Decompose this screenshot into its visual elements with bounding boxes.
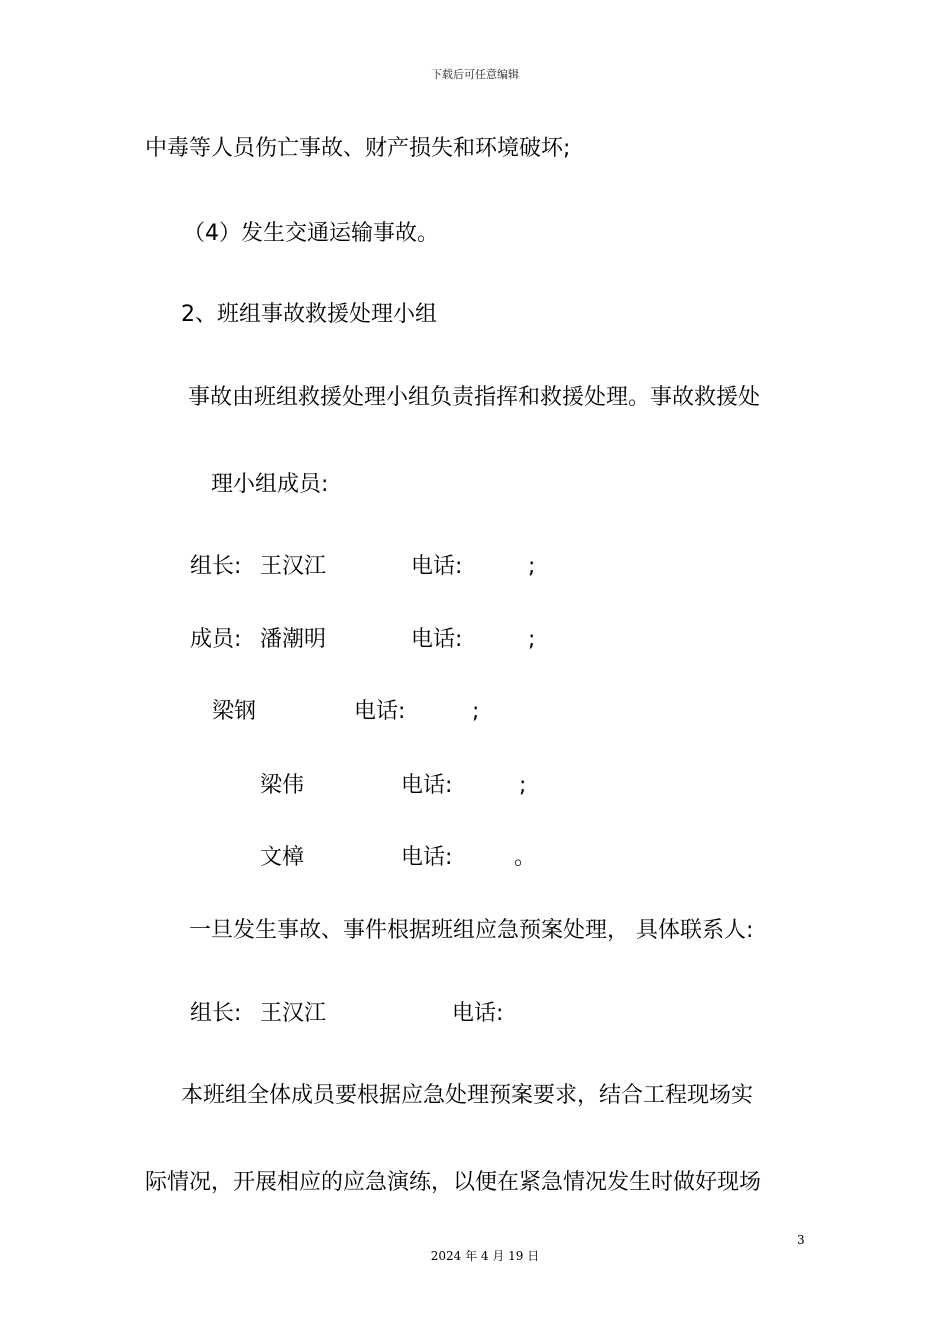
member-role: 组长: bbox=[190, 554, 242, 579]
member-name: 梁钢 bbox=[212, 699, 257, 724]
phone-label: 电话: bbox=[354, 699, 406, 724]
member-name: 梁伟 bbox=[260, 773, 305, 798]
member-role: 成员: bbox=[190, 627, 242, 652]
row-end-punct: 。 bbox=[514, 845, 537, 870]
paragraph-line: 事故由班组救援处理小组负责指挥和救援处理。事故救援处 bbox=[188, 385, 761, 410]
phone-label: 电话: bbox=[411, 627, 463, 652]
list-item-4: （4）发生交通运输事故。 bbox=[183, 221, 439, 246]
paragraph-line: 际情况，开展相应的应急演练，以便在紧急情况发生时做好现场 bbox=[145, 1170, 762, 1195]
phone-label: 电话: bbox=[401, 773, 453, 798]
header-note: 下载后可任意编辑 bbox=[431, 68, 519, 81]
member-name: 王汉江 bbox=[260, 554, 327, 579]
paragraph-line: 中毒等人员伤亡事故、财产损失和环境破坏; bbox=[145, 136, 571, 161]
row-end-punct: ; bbox=[472, 699, 480, 724]
phone-label: 电话: bbox=[411, 554, 463, 579]
paragraph-line: 本班组全体成员要根据应急处理预案要求，结合工程现场实 bbox=[181, 1083, 754, 1108]
footer-date: 2024 年 4 月 19 日 bbox=[430, 1249, 540, 1263]
paragraph-line: 一旦发生事故、事件根据班组应急预案处理， 具体联系人: bbox=[189, 918, 754, 943]
row-end-punct: ; bbox=[519, 773, 527, 798]
member-name: 潘潮明 bbox=[260, 627, 327, 652]
phone-label: 电话: bbox=[452, 1001, 504, 1026]
paragraph-line: 理小组成员: bbox=[211, 472, 329, 497]
section-heading: 2、班组事故救援处理小组 bbox=[181, 302, 437, 327]
contact-name: 王汉江 bbox=[260, 1001, 327, 1026]
member-name: 文樟 bbox=[260, 845, 305, 870]
row-end-punct: ; bbox=[528, 627, 536, 652]
phone-label: 电话: bbox=[401, 845, 453, 870]
contact-role: 组长: bbox=[190, 1001, 242, 1026]
page-number: 3 bbox=[797, 1233, 805, 1247]
row-end-punct: ; bbox=[528, 554, 536, 579]
